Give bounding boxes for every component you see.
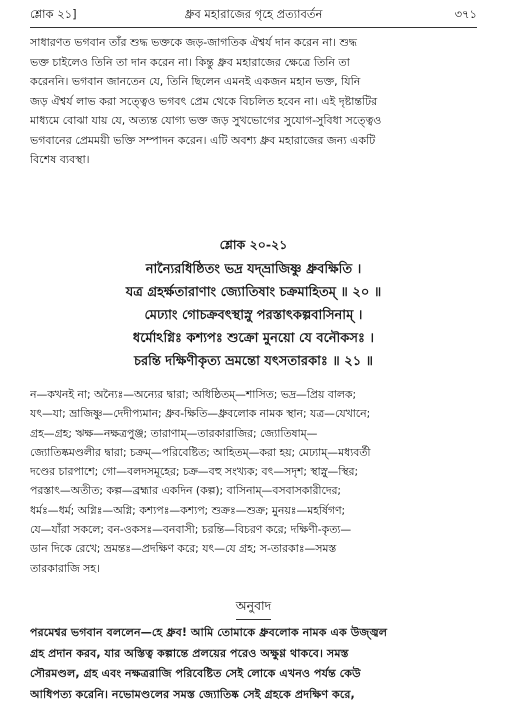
verse-line: যত্র গ্রহর্ক্ষতারাণাং জ্যোতিষাং চক্রমাহিতম্‌ ॥ ২০ ॥: [125, 285, 382, 300]
translation-line: আধিপত্য করেনি। নভোমণ্ডলের সমস্ত জ্যোতিষ্ক সেই গ্রহকে প্রদক্ষিণ করে,: [30, 687, 355, 701]
synonym-line: পরস্তাৎ—অতীত; কল্প—ব্রহ্মার একদিন (কল্প); বাসিনাম্‌—বসবাসকারীদের;: [30, 484, 342, 498]
word-for-word-synonyms: [30, 385, 477, 578]
synonym-line: যৎ—যা; ভ্রাজিষ্ণু—দেদীপ্যমান; ধ্রুব-ক্ষিতি—ধ্রুবলোক নামক স্থান; যত্র—যেখানে;: [30, 407, 371, 421]
translation-line: গ্রহ প্রদান করব, যার অস্তিত্ব কল্পান্তে প্রলয়ের পরেও অক্ষুণ্ণ থাকবে। সমস্ত: [30, 646, 349, 660]
page-number: ৩৭১: [454, 7, 477, 21]
verse-line: চরন্তি দক্ষিণীকৃত্য ভ্রমন্তো যৎসতারকাঃ ॥ ২১ ॥: [133, 354, 374, 369]
synonym-line: ডান দিকে রেখে; ভ্রমন্তঃ—প্রদক্ষিণ করে; যৎ—যে গ্রহ; স-তারকাঃ—সমস্ত: [30, 542, 337, 556]
synonym-line: গ্রহ—গ্রহ; ঋক্ষ—নক্ষত্রপুঞ্জ; তারাণাম্‌—তারকারাজির; জ্যোতিষাম্‌—: [30, 426, 318, 440]
translation-heading: [0, 598, 507, 620]
synonym-line: দণ্ডের চারপাশে; গো—বলদসমূহের; চক্র—বহু সংখ্যক; বৎ—সদৃশ; স্থাস্নু—স্থির;: [30, 465, 359, 479]
translation-line: সৌরমণ্ডল, গ্রহ এবং নক্ষত্ররাজি পরিবেষ্টিত সেই লোকে এখনও পর্যন্ত কেউ: [30, 667, 361, 680]
purport-line: মাধ্যমে বোঝা যায় যে, অত্যন্ত যোগ্য ভক্ত জড় সুখভোগের সুযোগ-সুবিধা সত্ত্বেও: [30, 114, 382, 127]
purport-paragraph: [30, 33, 477, 170]
synonym-line: জ্যোতিষ্কমণ্ডলীর দ্বারা; চক্রম্‌—পরিবেষ্টিত; আহিতম্‌—করা হয়; মেঢ্যাম্‌—মধ্যবর্তী: [30, 445, 371, 459]
synonym-line: ধর্মঃ—ধর্ম; অগ্নিঃ—অগ্নি; কশ্যপঃ—কশ্যপ; শুক্রঃ—শুক্র; মুনয়ঃ—মহর্ষিগণ;: [30, 503, 346, 517]
purport-line: ভক্ত চাইলেও তিনি তা দান করেন না। কিন্তু ধ্রুব মহারাজের ক্ষেত্রে তিনি তা: [30, 55, 350, 69]
purport-line: জড় ঐশ্বর্য লাভ করা সত্ত্বেও ভগবৎ প্রেম থেকে বিচলিত হবেন না। এই দৃষ্টান্তটির: [30, 94, 378, 108]
running-header: [30, 6, 477, 26]
verse-line: মেঢ্যাং গোচক্রবৎস্থাস্নু পরস্তাৎকল্পবাসিনাম্‌ ।: [144, 308, 363, 323]
translation-line: পরমেশ্বর ভগবান বললেন—হে ধ্রুব! আমি তোমাকে ধ্রুবলোক নামক এক উজ্জ্বল: [30, 626, 388, 639]
synonym-line: যে—যাঁরা সকলে; বন-ওকসঃ—বনবাসী; চরন্তি—বিচরণ করে; দক্ষিণী-কৃত্য—: [30, 523, 352, 537]
verse-line: ধর্মোঽগ্নিঃ কশ্যপঃ শুক্রো মুনয়ো যে বনৌকসঃ ।: [132, 331, 375, 346]
purport-line: সাধারণত ভগবান তাঁর শুদ্ধ ভক্তকে জড়-জাগতিক ঐশ্বর্য দান করেন না। শুদ্ধ: [30, 36, 357, 49]
purport-line: ভগবানের প্রেমময়ী ভক্তি সম্পাদন করেন। এটি অবশ্য ধ্রুব মহারাজের জন্য একটি: [30, 133, 376, 147]
header-chapter-title: ধ্রুব মহারাজের গৃহে প্রত্যাবর্তন: [184, 7, 323, 21]
synonym-line: ন—কখনই না; অন্যৈঃ—অন্যের দ্বারা; অধিষ্ঠিতম্‌—শাসিত; ভদ্র—প্রিয় বালক;: [30, 388, 357, 401]
purport-line: বিশেষ ব্যবস্থা।: [30, 153, 90, 166]
sanskrit-verse: [0, 258, 507, 373]
header-divider: [30, 27, 477, 28]
purport-line: করেননি। ভগবান জানতেন যে, তিনি ছিলেন এমনই একজন মহান ভক্ত, যিনি: [30, 75, 361, 88]
verse-line: নান্যৈরধিষ্ঠিতং ভদ্র যদ্‌ভ্রাজিষ্ণু ধ্রুবক্ষিতি ।: [145, 262, 362, 277]
verse-heading: শ্লোক ২০-২১: [219, 237, 288, 252]
translation-paragraph: [30, 623, 477, 705]
synonym-line: তারকারাজি সহ।: [30, 561, 100, 575]
translation-heading-text: অনুবাদ: [236, 598, 271, 620]
header-verse-ref: শ্লোক ২১]: [30, 7, 77, 21]
